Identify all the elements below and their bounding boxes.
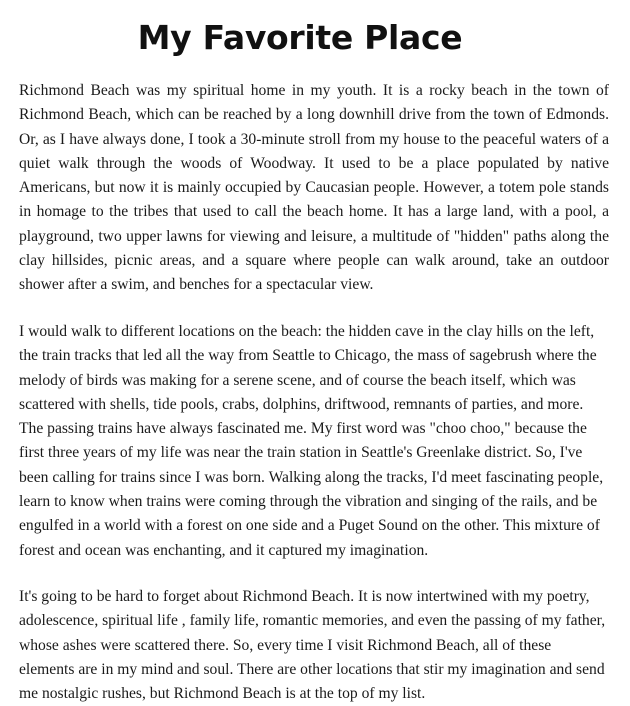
paragraph-3: It's going to be hard to forget about Richmond Beach. It is now intertwined with my poetry, adolescence, spiritual life , family life, romantic memories, and even the passing of my father, whose ashes were scattered there. So, every time I visit Richmond Beach, all of these elements are in my mind and soul. There are other locations that stir my imagination and send me nostalgic rushes, but Richmond Beach is at the top of my list. (19, 588, 606, 703)
document-title: My Favorite Place (137, 18, 463, 57)
paragraph-2: I would walk to different locations on the beach: the hidden cave in the clay hills on the left, the train tracks that led all the way from Seattle to Chicago, the mass of sagebrush where the melody of birds was making for a serene scene, and of course the beach itself, which was scattered with shells, tide pools, crabs, dolphins, driftwood, remnants of parties, and more. The passing trains have always fascinated me. My first word was "choo choo," because the first three years of my life was near the train station in Seattle's Greenlake district. So, I've been calling for trains since I was born. Walking along the tracks, I'd meet fascinating people, learn to know when trains were coming through the vibration and singing of the rails, and be engulfed in a world with a forest on one side and a Puget Sound on the other. This mixture of forest and ocean was enchanting, and it captured my imagination. (19, 323, 604, 559)
paragraph-1: Richmond Beach was my spiritual home in my youth. It is a rocky beach in the town of Richmond Beach, which can be reached by a long downhill drive from the town of Edmonds. Or, as I have always done, I took a 30-minute stroll from my house to the peaceful waters of a quiet walk through the woods of Woodway. It used to be a place populated by native Americans, but now it is mainly occupied by Caucasian people. However, a totem pole stands in homage to the tribes that used to call the beach home. It has a large land, with a pool, a playground, two upper lawns for viewing and leisure, a multitude of "hidden" paths along the clay hillsides, picnic areas, and a square where people can walk around, take an outdoor shower after a swim, and benches for a spectacular view. (19, 82, 609, 294)
